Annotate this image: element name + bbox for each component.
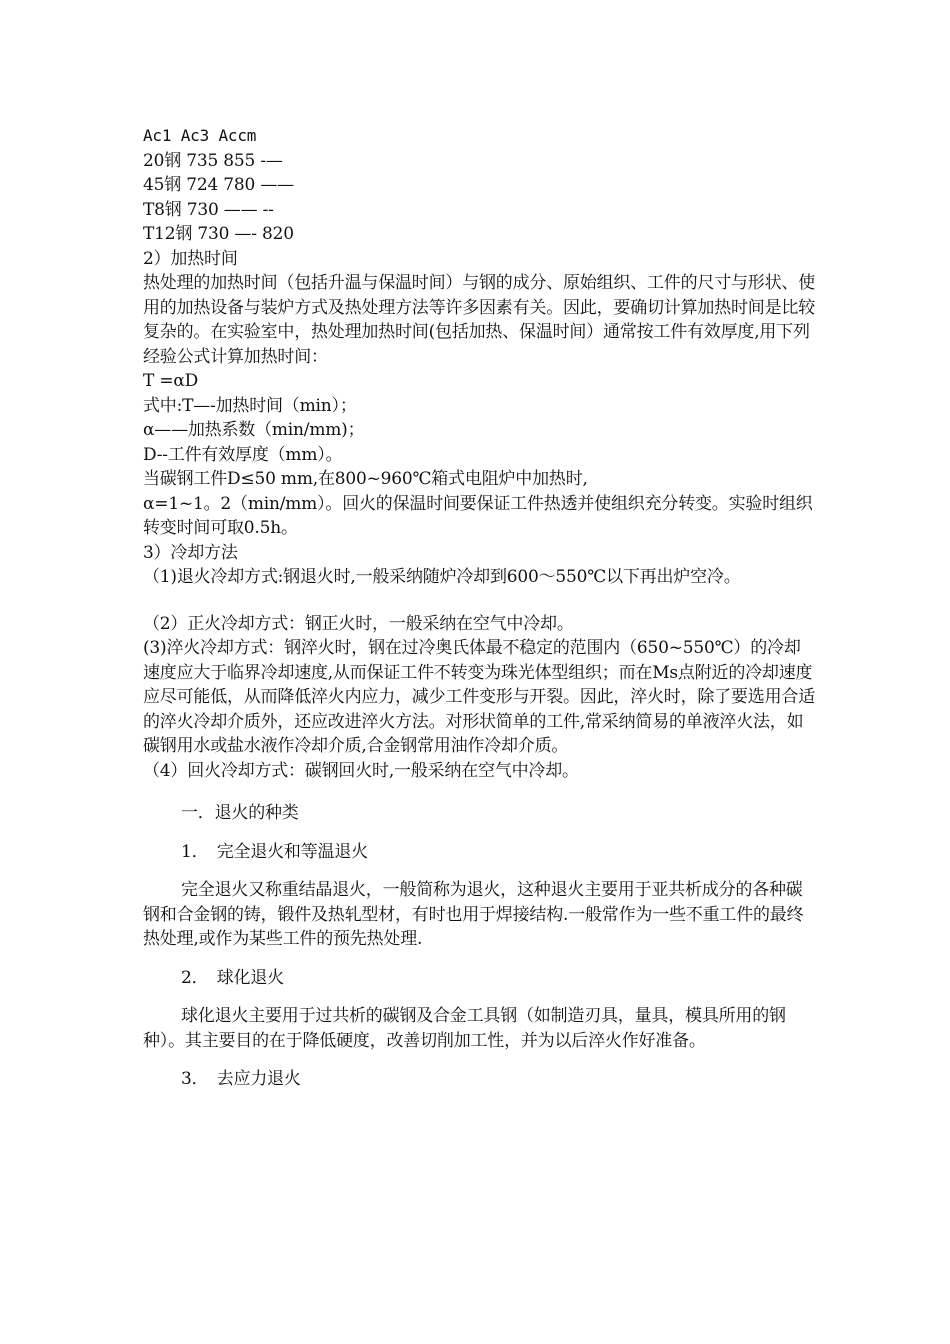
formula-definition: α——加热系数（min/mm)； — [143, 420, 365, 440]
subsection-body: 完全退火又称重结晶退火，一般简称为退火，这种退火主要用于亚共析成分的各种碳钢和合金钢的铸，锻件及热轧型材，有时也用于焊接结构.一般常作为一些不重工件的最终热处理,或作为某些工件的预先热处理. — [143, 880, 804, 949]
cooling-heading: 3）冷却方法 — [143, 542, 238, 563]
subsection-body: 球化退火主要用于过共析的碳钢及合金工具钢（如制造刃具，量具，模具所用的钢种）。其主要目的在于降低硬度，改善切削加工性，并为以后淬火作好准备。 — [143, 1006, 786, 1051]
heating-condition: 当碳钢工件D≤50 mm,在800~960℃箱式电阻炉中加热时, — [143, 469, 588, 489]
cooling-item-annealing: （1)退火冷却方式:钢退火时,一般采纳随炉冷却到600～550℃以下再出炉空冷。 — [143, 567, 741, 587]
heating-heading: 2）加热时间 — [143, 248, 238, 269]
cooling-item-tempering: （4）回火冷却方式：碳钢回火时,一般采纳在空气中冷却。 — [143, 760, 579, 781]
table-row: T8钢 730 —— -- — [143, 199, 274, 220]
table-row: 20钢 735 855 -— — [143, 150, 283, 171]
subsection-title: 3． 去应力退火 — [181, 1069, 301, 1089]
spacer — [143, 590, 815, 612]
formula-definition: 式中:T—-加热时间（min）； — [143, 395, 357, 416]
table-row: 45钢 724 780 —— — [143, 175, 294, 195]
table-header: Ac1 Ac3 Accm — [143, 126, 257, 145]
cooling-item-quenching: (3)淬火冷却方式：钢淬火时，钢在过冷奥氏体最不稳定的范围内（650~550℃）的冷却速度应大于临界冷却速度,从而保证工件不转变为珠光体型组织；而在Ms点附近的冷却速度应尽可能低，从而降低淬火内应力，减少工件变形与开裂。因此，淬火时，除了要选用合适的淬火冷却介质外，还应改进淬火方法。对形状简单的工件,常采纳简易的单液淬火法，如碳钢用水或盐水液作冷却介质,合金钢常用油作冷却介质。 — [143, 638, 815, 756]
formula: T =αD — [143, 371, 199, 391]
formula-definition: D--工件有效厚度（mm）。 — [143, 444, 343, 465]
subsection-title: 2． 球化退火 — [181, 967, 284, 988]
subsection-title: 1． 完全退火和等温退火 — [181, 841, 368, 862]
document-body — [143, 124, 815, 1106]
heating-paragraph: 热处理的加热时间（包括升温与保温时间）与钢的成分、原始组织、工件的尺寸与形状、使用的加热设备与装炉方式及热处理方法等许多因素有关。因此，要确切计算加热时间是比较复杂的。在实验室中，热处理加热时间(包括加热、保温时间）通常按工件有效厚度,用下列经验公式计算加热时间： — [143, 273, 815, 367]
heating-coefficient-paragraph: α=1~1。2（min/mm）。回火的保温时间要保证工件热透并使组织充分转变。实验时组织转变时间可取0.5h。 — [143, 493, 813, 538]
cooling-item-normalizing: （2）正火冷却方式：钢正火时，一般采纳在空气中冷却。 — [143, 613, 574, 634]
table-row: T12钢 730 —- 820 — [143, 224, 294, 244]
section-title: 一．退火的种类 — [181, 803, 299, 823]
